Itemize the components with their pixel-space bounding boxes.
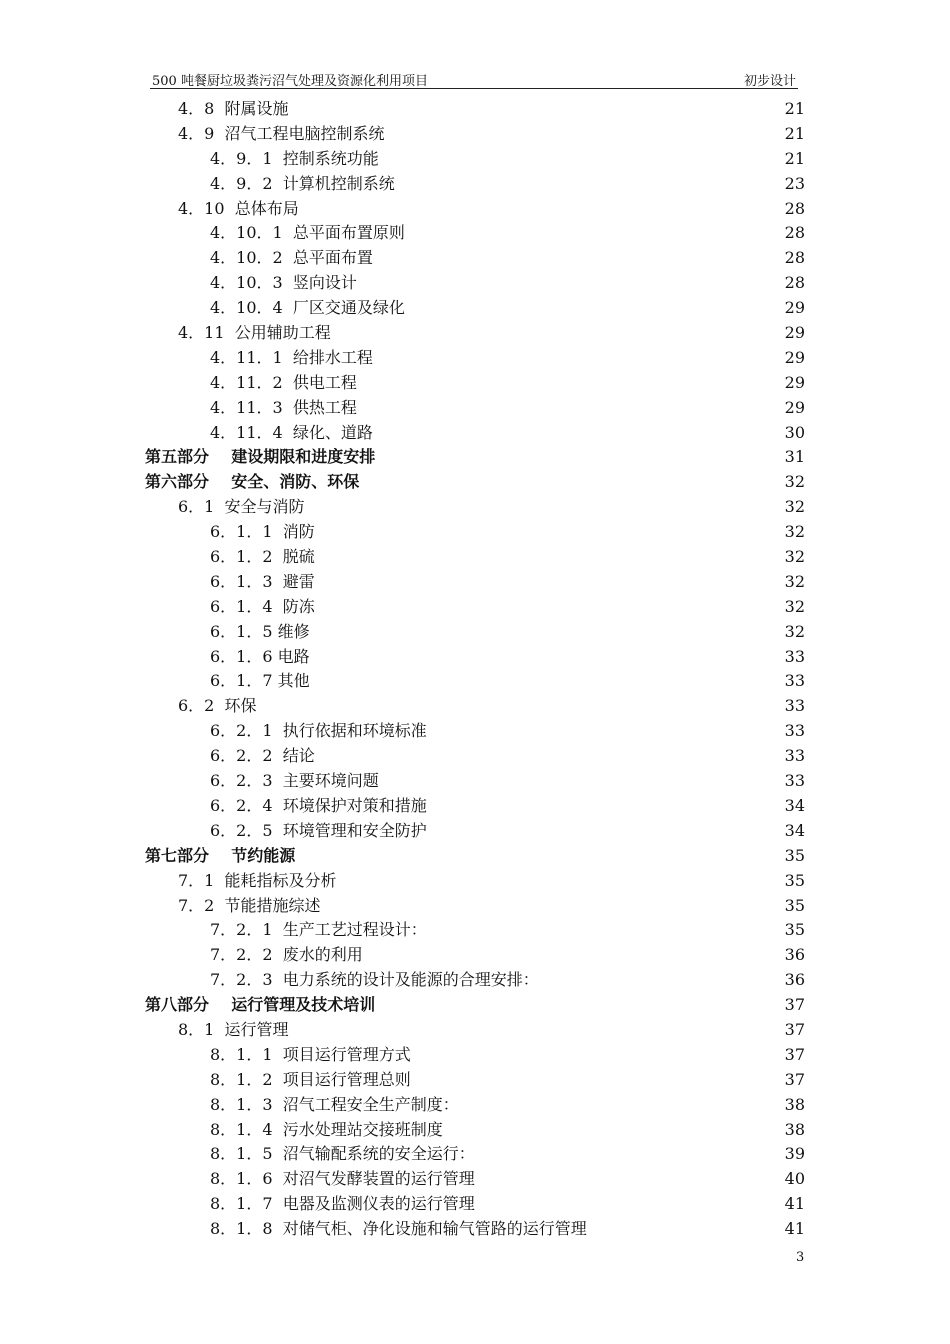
toc-entry-title: 8．1．4 污水处理站交接班制度	[210, 1119, 443, 1139]
toc-entry-title: 第五部分 建设期限和进度安排	[145, 447, 376, 467]
toc-entry-page: 37	[784, 1044, 805, 1064]
toc-entry[interactable]	[0, 520, 950, 545]
toc-entry-page: 29	[784, 323, 805, 343]
toc-entry-page: 37	[784, 1069, 805, 1089]
toc-entry[interactable]	[0, 371, 950, 396]
toc-entry[interactable]	[0, 719, 950, 744]
toc-part-heading[interactable]	[0, 993, 950, 1018]
toc-entry[interactable]	[0, 396, 950, 421]
toc-entry-title: 4．10．2 总平面布置	[210, 248, 373, 268]
toc-entry[interactable]	[0, 595, 950, 620]
toc-entry-title: 6．1．6 电路	[210, 646, 310, 666]
toc-entry-title: 4．11．2 供电工程	[210, 372, 357, 392]
toc-entry[interactable]	[0, 421, 950, 446]
toc-entry-page: 21	[784, 123, 805, 143]
toc-entry-page: 32	[784, 596, 805, 616]
toc-entry[interactable]	[0, 296, 950, 321]
toc-entry-title: 8．1．3 沼气工程安全生产制度：	[210, 1094, 459, 1114]
toc-entry-title: 4．10 总体布局	[178, 198, 299, 218]
toc-entry[interactable]	[0, 645, 950, 670]
toc-entry-title: 6．1．3 避雷	[210, 571, 315, 591]
toc-entry[interactable]	[0, 271, 950, 296]
toc-entry-title: 7．2．2 废水的利用	[210, 945, 363, 965]
toc-entry[interactable]	[0, 495, 950, 520]
toc-entry-page: 33	[784, 671, 805, 691]
table-of-contents	[0, 97, 950, 1242]
toc-entry-page: 29	[784, 372, 805, 392]
toc-entry-title: 7．2．3 电力系统的设计及能源的合理安排：	[210, 970, 539, 990]
toc-entry-title: 6．1．7 其他	[210, 671, 310, 691]
toc-entry[interactable]	[0, 122, 950, 147]
toc-entry-page: 36	[784, 945, 805, 965]
toc-entry-page: 35	[784, 895, 805, 915]
toc-entry[interactable]	[0, 669, 950, 694]
toc-entry-title: 8．1．2 项目运行管理总则	[210, 1069, 411, 1089]
toc-entry-title: 8．1 运行管理	[178, 1019, 289, 1039]
toc-entry-title: 6．2．5 环境管理和安全防护	[210, 820, 427, 840]
toc-entry-title: 6．1 安全与消防	[178, 497, 305, 517]
toc-entry-page: 38	[784, 1094, 805, 1114]
toc-entry[interactable]	[0, 321, 950, 346]
toc-entry-page: 36	[784, 970, 805, 990]
toc-entry-page: 21	[784, 99, 805, 118]
toc-entry-page: 37	[784, 995, 805, 1015]
toc-entry[interactable]	[0, 1068, 950, 1093]
toc-entry-page: 41	[784, 1194, 805, 1214]
toc-part-heading[interactable]	[0, 844, 950, 869]
toc-entry-title: 4．9．1 控制系统功能	[210, 148, 379, 168]
toc-entry-page: 32	[784, 571, 805, 591]
toc-entry[interactable]	[0, 869, 950, 894]
toc-entry-title: 6．1．4 防冻	[210, 596, 315, 616]
toc-entry-page: 21	[784, 148, 805, 168]
toc-entry[interactable]	[0, 918, 950, 943]
toc-entry-title: 4．10．4 厂区交通及绿化	[210, 298, 405, 318]
toc-entry-title: 7．1 能耗指标及分析	[178, 870, 337, 890]
toc-entry[interactable]	[0, 943, 950, 968]
toc-entry[interactable]	[0, 246, 950, 271]
toc-entry-title: 4．11．1 给排水工程	[210, 347, 373, 367]
toc-entry-page: 28	[784, 248, 805, 268]
toc-entry-page: 28	[784, 273, 805, 293]
toc-entry-page: 35	[784, 870, 805, 890]
toc-entry-page: 29	[784, 397, 805, 417]
toc-entry[interactable]	[0, 97, 950, 122]
toc-entry-page: 38	[784, 1119, 805, 1139]
toc-entry[interactable]	[0, 570, 950, 595]
toc-entry-page: 35	[784, 845, 805, 865]
toc-entry-page: 33	[784, 721, 805, 741]
toc-entry-page: 32	[784, 547, 805, 567]
toc-entry-title: 第七部分 节约能源	[145, 845, 296, 865]
toc-entry[interactable]	[0, 694, 950, 719]
toc-entry-title: 8．1．8 对储气柜、净化设施和输气管路的运行管理	[210, 1219, 587, 1239]
toc-part-heading[interactable]	[0, 445, 950, 470]
toc-entry-page: 32	[784, 497, 805, 517]
toc-entry-page: 32	[784, 522, 805, 542]
toc-entry-page: 39	[784, 1144, 805, 1164]
toc-entry[interactable]	[0, 1018, 950, 1043]
toc-entry[interactable]	[0, 1093, 950, 1118]
toc-entry-page: 23	[784, 173, 805, 193]
toc-entry-title: 第八部分 运行管理及技术培训	[145, 995, 376, 1015]
toc-entry-title: 6．1．1 消防	[210, 522, 315, 542]
toc-entry-page: 30	[784, 422, 805, 442]
toc-entry-title: 7．2 节能措施综述	[178, 895, 321, 915]
toc-entry-title: 4．11．3 供热工程	[210, 397, 357, 417]
header-project-title: 500 吨餐厨垃圾粪污沼气处理及资源化利用项目	[152, 74, 428, 89]
toc-entry-title: 8．1．1 项目运行管理方式	[210, 1044, 411, 1064]
toc-entry-title: 第六部分 安全、消防、环保	[145, 472, 360, 492]
toc-entry[interactable]	[0, 1043, 950, 1068]
toc-entry[interactable]	[0, 968, 950, 993]
toc-entry[interactable]	[0, 1167, 950, 1192]
toc-entry-page: 28	[784, 223, 805, 243]
toc-entry[interactable]	[0, 744, 950, 769]
header-doc-type: 初步设计	[743, 74, 796, 89]
toc-entry[interactable]	[0, 819, 950, 844]
toc-entry-title: 4．9．2 计算机控制系统	[210, 173, 395, 193]
toc-entry-title: 6．2 环保	[178, 696, 257, 716]
toc-entry-page: 35	[784, 920, 805, 940]
toc-entry-page: 33	[784, 646, 805, 666]
toc-entry[interactable]	[0, 545, 950, 570]
toc-entry-page: 40	[784, 1169, 805, 1189]
toc-entry-title: 8．1．7 电器及监测仪表的运行管理	[210, 1194, 475, 1214]
toc-entry-title: 4．9 沼气工程电脑控制系统	[178, 123, 385, 143]
toc-entry-page: 32	[784, 472, 805, 492]
toc-entry-title: 6．2．1 执行依据和环境标准	[210, 721, 427, 741]
toc-entry-page: 34	[784, 795, 805, 815]
toc-entry[interactable]	[0, 620, 950, 645]
toc-entry-page: 41	[784, 1219, 805, 1239]
toc-entry-title: 6．1．5 维修	[210, 621, 310, 641]
toc-entry-page: 32	[784, 621, 805, 641]
toc-part-heading[interactable]	[0, 470, 950, 495]
toc-entry[interactable]	[0, 197, 950, 222]
toc-entry[interactable]	[0, 794, 950, 819]
toc-entry-title: 4．10．1 总平面布置原则	[210, 223, 405, 243]
toc-entry-title: 4．10．3 竖向设计	[210, 273, 357, 293]
toc-entry[interactable]	[0, 1118, 950, 1143]
toc-entry-title: 8．1．5 沼气输配系统的安全运行：	[210, 1144, 475, 1164]
page-number: 3	[796, 1250, 805, 1265]
toc-entry-title: 4．11 公用辅助工程	[178, 323, 331, 343]
toc-entry-title: 4．8 附属设施	[178, 99, 289, 118]
toc-entry[interactable]	[0, 1217, 950, 1242]
toc-entry-page: 31	[784, 447, 805, 467]
toc-entry-title: 6．2．2 结论	[210, 746, 315, 766]
toc-entry-title: 7．2．1 生产工艺过程设计：	[210, 920, 427, 940]
toc-entry-page: 29	[784, 347, 805, 367]
toc-entry[interactable]	[0, 1142, 950, 1167]
toc-entry[interactable]	[0, 147, 950, 172]
toc-entry[interactable]	[0, 769, 950, 794]
toc-entry-page: 28	[784, 198, 805, 218]
toc-entry-page: 33	[784, 746, 805, 766]
toc-entry-page: 33	[784, 771, 805, 791]
toc-entry[interactable]	[0, 172, 950, 197]
toc-entry[interactable]	[0, 221, 950, 246]
toc-entry-title: 6．2．4 环境保护对策和措施	[210, 795, 427, 815]
toc-entry-page: 29	[784, 298, 805, 318]
toc-entry-page: 33	[784, 696, 805, 716]
toc-entry-page: 37	[784, 1019, 805, 1039]
toc-entry[interactable]	[0, 894, 950, 919]
toc-entry-title: 4．11．4 绿化、道路	[210, 422, 373, 442]
toc-entry-title: 6．1．2 脱硫	[210, 547, 315, 567]
toc-entry[interactable]	[0, 1192, 950, 1217]
toc-entry-page: 34	[784, 820, 805, 840]
page-header	[150, 70, 798, 89]
toc-entry-title: 8．1．6 对沼气发酵装置的运行管理	[210, 1169, 475, 1189]
toc-entry[interactable]	[0, 346, 950, 371]
toc-entry-title: 6．2．3 主要环境问题	[210, 771, 379, 791]
